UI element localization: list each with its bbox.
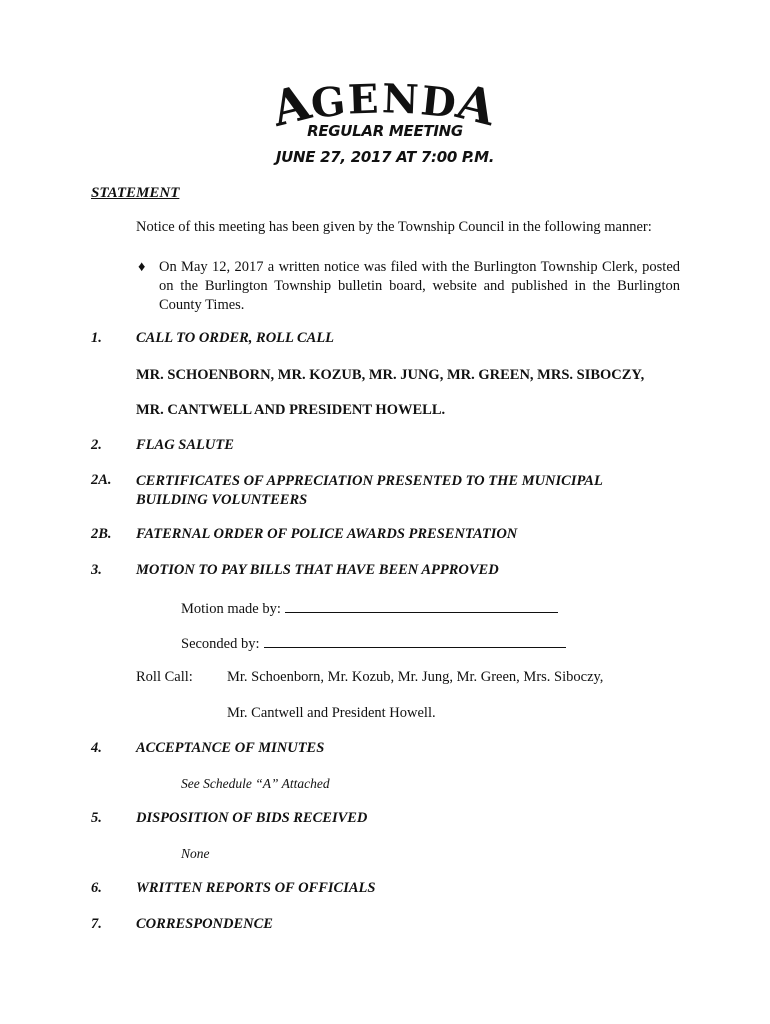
statement-heading: STATEMENT — [91, 185, 180, 201]
item-heading: CALL TO ORDER, ROLL CALL — [136, 330, 335, 346]
bullet-text: On May 12, 2017 a written notice was filed with the Burlington Township Clerk, posted on the Burlington Township bulletin board, website and published in the Burlington County Times. — [159, 259, 680, 313]
item-number: 7. — [91, 916, 102, 932]
item-number: 4. — [91, 740, 102, 756]
title-letter: A — [451, 73, 504, 138]
title-letter: G — [308, 77, 351, 128]
item-heading: MOTION TO PAY BILLS THAT HAVE BEEN APPROVED — [136, 562, 499, 578]
item-note: None — [181, 846, 210, 861]
item-note: See Schedule “A” Attached — [181, 776, 330, 791]
council-members-line: MR. CANTWELL AND PRESIDENT HOWELL. — [136, 402, 446, 418]
item-heading: DISPOSITION OF BIDS RECEIVED — [136, 810, 368, 826]
item-number: 2B. — [91, 526, 112, 542]
notice-text: Notice of this meeting has been given by the Township Council in the following manner: — [136, 219, 652, 235]
roll-call-line: Mr. Cantwell and President Howell. — [227, 705, 436, 721]
title-letter: E — [347, 75, 383, 124]
notice-bullet — [138, 258, 680, 315]
item-heading: CORRESPONDENCE — [136, 916, 273, 932]
title-letter: N — [380, 75, 423, 124]
roll-call-line: Mr. Schoenborn, Mr. Kozub, Mr. Jung, Mr. Green, Mrs. Siboczy, — [227, 669, 604, 685]
meeting-type: REGULAR MEETING — [307, 122, 463, 140]
item-number: 2A. — [91, 472, 112, 488]
title-letter: A — [266, 73, 319, 138]
item-heading: FLAG SALUTE — [136, 437, 234, 453]
diamond-bullet-icon: ♦ — [138, 259, 146, 275]
item-heading: FATERNAL ORDER OF POLICE AWARDS PRESENTATION — [136, 526, 518, 542]
item-number: 3. — [91, 562, 102, 578]
title-letter: D — [418, 77, 462, 128]
item-number: 6. — [91, 880, 102, 896]
item-number: 2. — [91, 437, 102, 453]
item-number: 1. — [91, 330, 102, 346]
seconded-blank-line — [264, 633, 566, 648]
roll-call-label: Roll Call: — [136, 669, 193, 685]
motion-label: Motion made by: — [181, 601, 281, 617]
motion-made-by — [181, 598, 558, 618]
item-heading: CERTIFICATES OF APPRECIATION PRESENTED TO THE MUNICIPAL BUILDING VOLUNTEERS — [136, 473, 603, 508]
seconded-by — [181, 633, 566, 653]
item-heading: ACCEPTANCE OF MINUTES — [136, 740, 325, 756]
item-heading: WRITTEN REPORTS OF OFFICIALS — [136, 880, 376, 896]
item-number: 5. — [91, 810, 102, 826]
seconded-label: Seconded by: — [181, 636, 260, 652]
motion-blank-line — [285, 598, 558, 613]
meeting-date: JUNE 27, 2017 AT 7:00 P.M. — [275, 148, 495, 166]
council-members-line: MR. SCHOENBORN, MR. KOZUB, MR. JUNG, MR. GREEN, MRS. SIBOCZY, — [136, 367, 645, 383]
